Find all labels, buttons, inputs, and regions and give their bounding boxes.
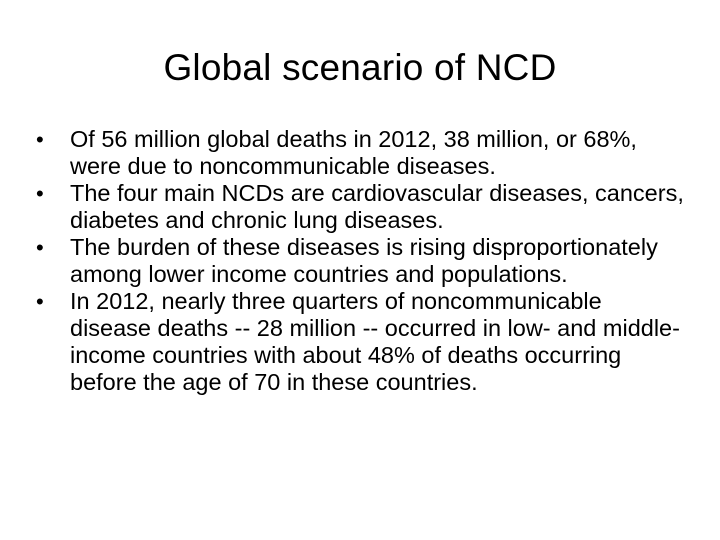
- bullet-text: In 2012, nearly three quarters of noncommunicable disease deaths -- 28 million -- occurred in low- and middle-income countries with about 48% of deaths occurring before the age of 70 in these countries.: [70, 288, 680, 395]
- bullet-icon: •: [36, 127, 44, 152]
- bullet-icon: •: [36, 289, 44, 314]
- bullet-text: Of 56 million global deaths in 2012, 38 million, or 68%, were due to noncommunicable diseases.: [70, 126, 637, 179]
- bullet-item: [36, 288, 686, 396]
- slide-title: Global scenario of NCD: [163, 47, 557, 88]
- bullet-item: [36, 126, 686, 180]
- bullet-icon: •: [36, 235, 44, 260]
- bullet-item: [36, 180, 686, 234]
- bullet-text: The four main NCDs are cardiovascular diseases, cancers, diabetes and chronic lung diseases.: [70, 180, 684, 233]
- bullet-text: The burden of these diseases is rising disproportionately among lower income countries and populations.: [70, 234, 658, 287]
- bullet-item: [36, 234, 686, 288]
- bullet-icon: •: [36, 181, 44, 206]
- bullet-list: [36, 126, 686, 396]
